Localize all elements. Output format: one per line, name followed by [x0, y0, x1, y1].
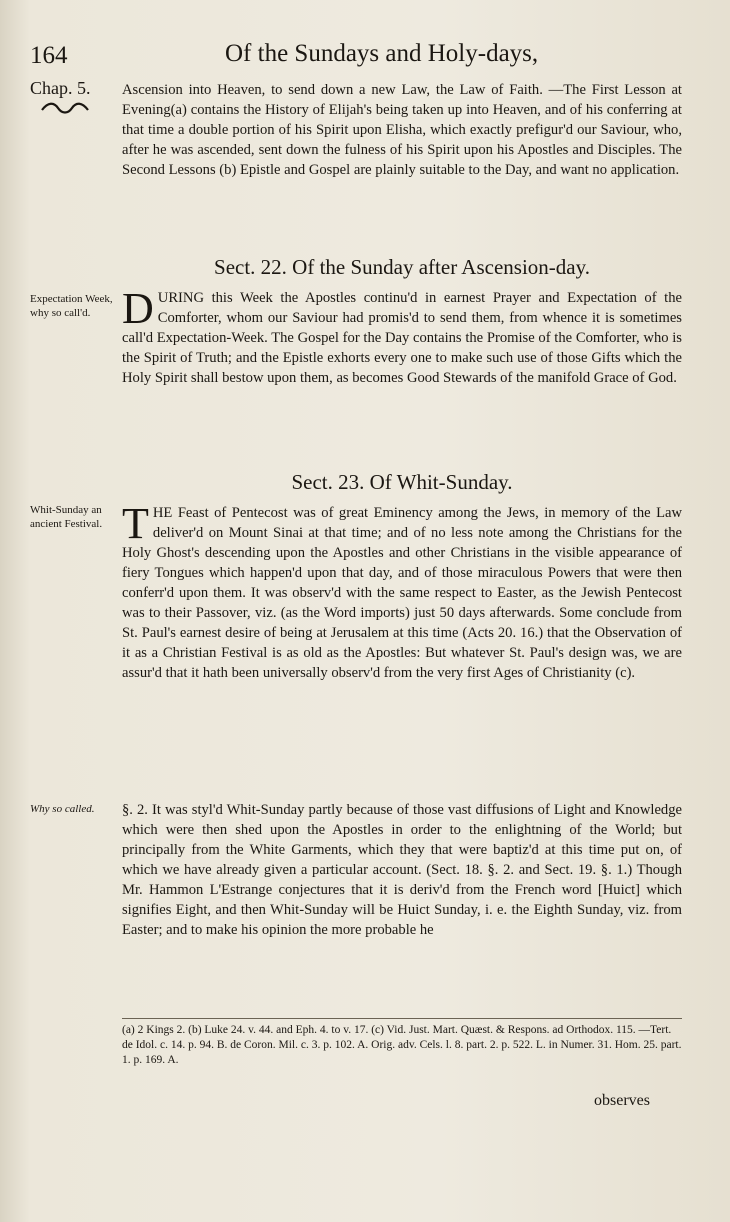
catchword: observes	[594, 1092, 650, 1109]
page-number: 164	[30, 42, 68, 69]
section-23-margin-note-2: Why so called.	[30, 803, 95, 815]
page-header	[30, 40, 690, 74]
section-22-paragraph	[122, 284, 682, 388]
section-23-paragraph	[122, 499, 682, 683]
section-22-body: URING this Week the Apostles continu'd in earnest Prayer and Expectation of the Comforter, whom our Saviour had promis'd to send them, from whence it is sometimes call'd Expectation-Week. The Gospel for the Day contains the Promise of the Comforter, who is the Spirit of Truth; and the Epistle exhorts every one to make such use of those Gifts which the Holy Spirit shall bestow upon them, as becomes Good Stewards of the manifold Grace of God.	[122, 290, 682, 386]
section-23-heading: Sect. 23. Of Whit-Sunday.	[291, 470, 513, 494]
section-23-paragraph-2: §. 2. It was styl'd Whit-Sunday partly because of those vast diffusions of Light and Knowledge which were then shed upon the Apostles in order to the enlightning of the World; but principally from the White Garments, which they that were baptiz'd at this time put on, of which we have already given a particular account. (Sect. 18. §. 2. and Sect. 19. §. 1.) Though Mr. Hammon L'Estrange conjectures that it is deriv'd from the French word [Huict] which signifies Eight, and then Whit-Sunday will be Huict Sunday, i. e. the Eighth Sunday, viz. from Easter; and to make his opinion the more probable he	[122, 802, 682, 938]
drop-cap: T	[122, 499, 149, 548]
chapter-label: Chap. 5.	[30, 78, 91, 98]
section-23-body: HE Feast of Pentecost was of great Eminency among the Jews, in memory of the Law deliver'd on Mount Sinai at that time; and of no less note among the Christians for the Holy Ghost's descending upon the Apostles and other Christians in the visible appearance of fiery Tongues which happen'd upon that day, and of those miraculous Powers that were then conferr'd upon them. It was observ'd with the same respect to Easter, as the Jewish Pentecost was to their Passover, viz. (as the Word imports) just 50 days afterwards. Some conclude from St. Paul's earnest desire of being at Jerusalem at this time (Acts 20. 16.) that the Observation of it as a Christian Festival is as old as the Apostles: But whatever St. Paul's design was, we are assur'd that it hath been universally observ'd from the very first Ages of Christianity (c).	[122, 505, 682, 681]
drop-cap: D	[122, 284, 154, 333]
footnotes: (a) 2 Kings 2. (b) Luke 24. v. 44. and Eph. 4. to v. 17. (c) Vid. Just. Mart. Quæst. & Respons. ad Orthodox. 115. —Tert. de Idol. c. 14. p. 94. B. de Coron. Mil. c. 3. p. 102. A. Orig. adv. Cels. l. 8. part. 2. p. 522. L. in Numer. 31. Hom. 25. part. 1. p. 169. A.	[122, 1018, 682, 1068]
running-head: Of the Sundays and Holy-days,	[225, 40, 539, 67]
intro-paragraph: Ascension into Heaven, to send down a new Law, the Law of Faith. —The First Lesson at Evening(a) contains the History of Elijah's being taken up into Heaven, and of his conferring at that time a double portion of his Spirit upon Elisha, which exactly prefigur'd our Saviour, who, after he was ascended, sent down the fulness of his Spirit upon his Apostles and Disciples. The Second Lessons (b) Epistle and Gospel are plainly suitable to the Day, and want no application.	[122, 82, 682, 178]
section-22-margin-note: Expectation Week, why so call'd.	[30, 293, 113, 319]
ornament-icon	[40, 100, 90, 116]
section-22-heading: Sect. 22. Of the Sunday after Ascension-day.	[214, 255, 590, 279]
section-23-margin-note: Whit-Sunday an ancient Festival.	[30, 504, 103, 530]
